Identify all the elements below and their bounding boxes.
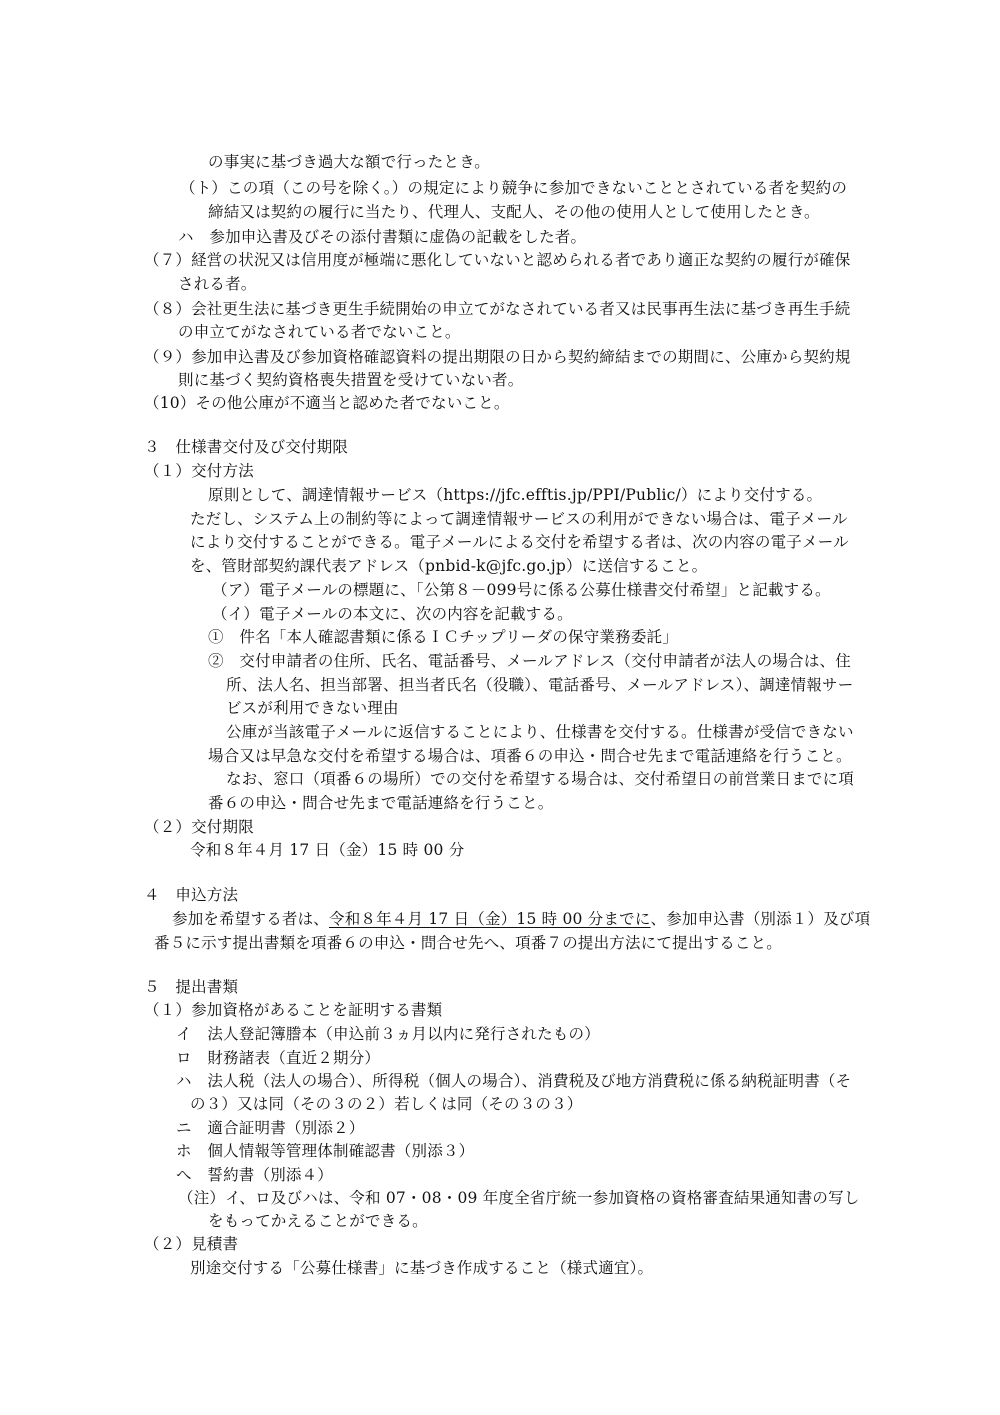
text-line: の申立てがなされている者でないこと。 — [178, 323, 461, 341]
text-line: ただし、システム上の制約等によって調達情報サービスの利用ができない場合は、電子メール — [190, 510, 848, 528]
section-heading: ３ 仕様書交付及び交付期限 — [144, 438, 349, 456]
text-line: （ア）電子メールの標題に、「公第８－099号に係る公募仕様書交付希望」と記載する。 — [212, 581, 831, 599]
text-line: （10）その他公庫が不適当と認めた者でないこと。 — [144, 394, 510, 412]
text-line — [172, 909, 870, 929]
text-line: 番６の申込・問合せ先まで電話連絡を行うこと。 — [208, 794, 554, 812]
subsection-heading: （１）参加資格があることを証明する書類 — [144, 1001, 443, 1019]
text-line: を、管財部契約課代表アドレス（pnbid-k@jfc.go.jp）に送信すること。 — [190, 557, 708, 575]
text-line: 公庫が当該電子メールに返信することにより、仕様書を交付する。仕様書が受信できない — [226, 723, 854, 741]
deadline-underlined: 令和８年４月 17 日（金）15 時 00 分までに — [329, 910, 651, 928]
list-item: へ 誓約書（別添４） — [176, 1166, 334, 1184]
text-line: 締結又は契約の履行に当たり、代理人、支配人、その他の使用人として使用したとき。 — [208, 203, 820, 221]
subsection-heading: （１）交付方法 — [144, 462, 254, 480]
text-line: により交付することができる。電子メールによる交付を希望する者は、次の内容の電子メール — [190, 533, 849, 551]
text-run: 、参加申込書（別添１）及び項 — [650, 910, 871, 928]
list-item: ハ 法人税（法人の場合）、所得税（個人の場合）、消費税及び地方消費税に係る納税証明書（そ — [176, 1072, 852, 1090]
text-line: される者。 — [178, 275, 257, 293]
text-line: 別途交付する「公募仕様書」に基づき作成すること（様式適宜）。 — [190, 1259, 654, 1277]
text-line: （７）経営の状況又は信用度が極端に悪化していないと認められる者であり適正な契約の履行が確保 — [144, 251, 851, 269]
section-heading: ５ 提出書類 — [144, 978, 239, 996]
list-item: イ 法人登記簿謄本（申込前３ヵ月以内に発行されたもの） — [176, 1025, 600, 1043]
section-heading: ４ 申込方法 — [144, 886, 239, 904]
text-line: （ト）この項（この号を除く。）の規定により競争に参加できないこととされている者を契約の — [180, 179, 848, 197]
list-item: ロ 財務諸表（直近２期分） — [176, 1049, 381, 1067]
subsection-heading: （２）交付期限 — [144, 818, 254, 836]
text-line: ハ 参加申込書及びその添付書類に虚偽の記載をした者。 — [178, 228, 587, 246]
text-line: の３）又は同（その３の２）若しくは同（その３の３） — [190, 1095, 583, 1113]
text-line: 場合又は早急な交付を希望する場合は、項番６の申込・問合せ先まで電話連絡を行うこと。 — [208, 747, 852, 765]
text-line: ビスが利用できない理由 — [226, 699, 399, 717]
text-line: （９）参加申込書及び参加資格確認資料の提出期限の日から契約締結までの期間に、公庫から契約規 — [144, 348, 851, 366]
text-line: 原則として、調達情報サービス（https://jfc.efftis.jp/PPI/Public/）により交付する。 — [208, 486, 823, 504]
text-line: なお、窓口（項番６の場所）での交付を希望する場合は、交付希望日の前営業日までに項 — [226, 770, 855, 788]
text-run: 参加を希望する者は、 — [172, 910, 330, 928]
note-line: （注）イ、ロ及びハは、令和 07・08・09 年度全省庁統一参加資格の資格審査結果通知書の写し — [178, 1189, 860, 1207]
subsection-heading: （２）見積書 — [144, 1235, 239, 1253]
list-item: ニ 適合証明書（別添２） — [176, 1119, 365, 1137]
text-line: 番５に示す提出書類を項番６の申込・問合せ先へ、項番７の提出方法にて提出すること。 — [154, 934, 783, 952]
text-line: （イ）電子メールの本文に、次の内容を記載する。 — [212, 605, 573, 623]
note-line: をもってかえることができる。 — [208, 1212, 428, 1230]
text-line: ① 件名「本人確認書類に係るＩＣチップリーダの保守業務委託」 — [208, 628, 678, 646]
text-line: の事実に基づき過大な額で行ったとき。 — [208, 153, 490, 171]
text-line: （８）会社更生法に基づき更生手続開始の申立てがなされている者又は民事再生法に基づき再生手続 — [144, 300, 851, 318]
text-line: ② 交付申請者の住所、氏名、電話番号、メールアドレス（交付申請者が法人の場合は、住 — [208, 652, 851, 670]
list-item: ホ 個人情報等管理体制確認書（別添３） — [176, 1142, 475, 1160]
text-line: 則に基づく契約資格喪失措置を受けていない者。 — [178, 371, 524, 389]
text-line: 令和８年４月 17 日（金）15 時 00 分 — [190, 841, 465, 859]
text-line: 所、法人名、担当部署、担当者氏名（役職）、電話番号、メールアドレス）、調達情報サー — [226, 676, 854, 694]
